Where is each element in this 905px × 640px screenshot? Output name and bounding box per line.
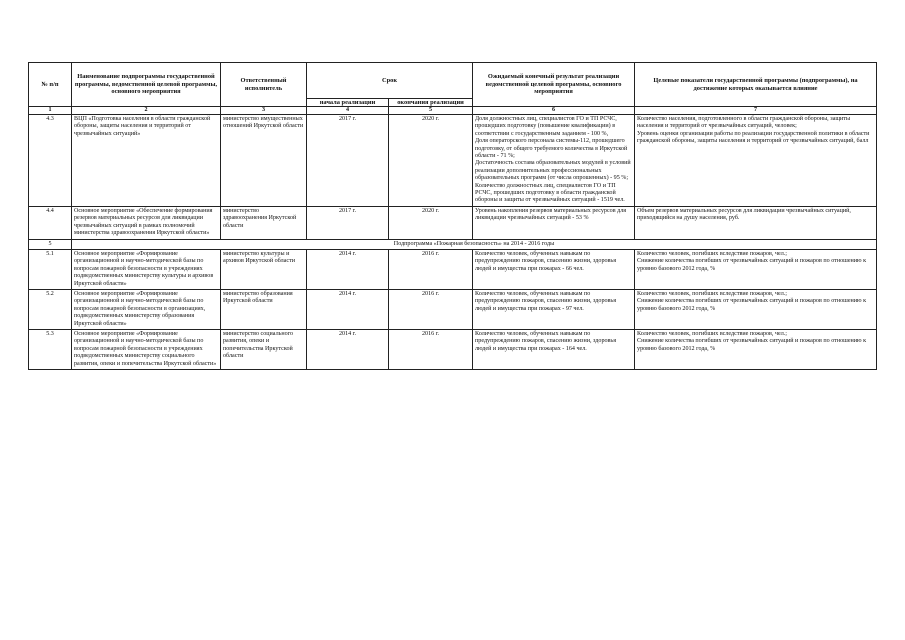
table-row bbox=[29, 249, 877, 289]
column-number: 5 bbox=[389, 107, 473, 115]
row-name: Основное мероприятие «Обеспечение формирования резервов материальных ресурсов для ликвидации чрезвычайных ситуаций в рамках полномочий министерства здравоохранения Иркутской области» bbox=[72, 206, 221, 239]
header-name: Наименование подпрограммы государственной программы, ведомственной целевой программы, основного мероприятия bbox=[72, 63, 221, 107]
row-result: Количество человек, обученных навыкам по предупреждению пожаров, спасению жизни, здоровья людей и имущества при пожарах - 66 чел. bbox=[473, 249, 635, 289]
row-targets: Количество человек, погибших вследствие пожаров, чел.; Снижение количества погибших от чрезвычайных ситуаций и пожаров по отношению к уровню базового 2012 года, % bbox=[635, 329, 877, 369]
row-result: Уровень накопления резервов материальных ресурсов для ликвидации чрезвычайных ситуаций - 53 % bbox=[473, 206, 635, 239]
row-end: 2016 г. bbox=[389, 249, 473, 289]
row-end: 2020 г. bbox=[389, 206, 473, 239]
column-number: 7 bbox=[635, 107, 877, 115]
row-number: 5.2 bbox=[29, 289, 72, 329]
row-start: 2017 г. bbox=[307, 115, 389, 207]
section-title: Подпрограмма «Пожарная безопасность» на 2014 - 2016 годы bbox=[72, 239, 877, 249]
section-row bbox=[29, 239, 877, 249]
row-result: Доля должностных лиц, специалистов ГО и ТП РСЧС, прошедших подготовку (повышение квалификации) в соответствии с государственным заданием - 100 %, Доля операторского персонала системы-112, прошедшего подготовку, от общего требуемого количества в Иркутской области - 71 %; Достаточность состава образовательных модулей в условий реализации дополнительных профессиональных образовательных программ (от числа опрошенных) - 95 %; Количество должностных лиц, специалистов ГО и ТП РСЧС, прошедших подготовку в области гражданской обороны и защиты от чрезвычайных ситуаций - 1519 чел. bbox=[473, 115, 635, 207]
row-start: 2017 г. bbox=[307, 206, 389, 239]
table-row bbox=[29, 289, 877, 329]
row-number: 5.1 bbox=[29, 249, 72, 289]
section-number: 5 bbox=[29, 239, 72, 249]
row-number: 4.3 bbox=[29, 115, 72, 207]
table-row bbox=[29, 206, 877, 239]
row-executor: министерство культуры и архивов Иркутской области bbox=[221, 249, 307, 289]
table-row bbox=[29, 329, 877, 369]
row-name: Основное мероприятие «Формирование организационной и научно-методической базы по вопросам пожарной безопасности в учреждениях подведомственных министерству социального развития, опеки и попечительства Иркутской области» bbox=[72, 329, 221, 369]
row-executor: министерство образования Иркутской области bbox=[221, 289, 307, 329]
program-table-page bbox=[28, 62, 877, 370]
row-end: 2016 г. bbox=[389, 329, 473, 369]
row-executor: министерство социального развития, опеки и попечительства Иркутской области bbox=[221, 329, 307, 369]
row-start: 2014 г. bbox=[307, 249, 389, 289]
header-executor: Ответственный исполнитель bbox=[221, 63, 307, 107]
row-name: Основное мероприятие «Формирование организационной и научно-методической базы по вопросам пожарной безопасности в учреждениях подведомственных министерству культуры и архивов Иркутской области» bbox=[72, 249, 221, 289]
column-number: 4 bbox=[307, 107, 389, 115]
row-number: 5.3 bbox=[29, 329, 72, 369]
header-end: окончания реализации bbox=[389, 99, 473, 107]
header-term: Срок bbox=[307, 63, 473, 99]
column-number: 6 bbox=[473, 107, 635, 115]
row-executor: министерство имущественных отношений Иркутской области bbox=[221, 115, 307, 207]
row-result: Количество человек, обученных навыкам по предупреждению пожаров, спасению жизни, здоровья людей и имущества при пожарах - 97 чел. bbox=[473, 289, 635, 329]
row-targets: Количество человек, погибших вследствие пожаров, чел.; Снижение количества погибших от чрезвычайных ситуаций и пожаров по отношению к уровню базового 2012 года, % bbox=[635, 249, 877, 289]
row-targets: Количество населения, подготовленного в области гражданской обороны, защиты населения и территорий от чрезвычайных ситуаций, человек; Уровень оценки организации работы по реализации государственной политики в области гражданской обороны, защиты населения и территорий от чрезвычайных ситуаций, балл bbox=[635, 115, 877, 207]
row-targets: Количество человек, погибших вследствие пожаров, чел.; Снижение количества погибших от чрезвычайных ситуаций и пожаров по отношению к уровню базового 2012 года, % bbox=[635, 289, 877, 329]
column-number-row bbox=[29, 107, 877, 115]
row-executor: министерство здравоохранения Иркутской области bbox=[221, 206, 307, 239]
row-number: 4.4 bbox=[29, 206, 72, 239]
header-row bbox=[29, 63, 877, 99]
header-targets: Целевые показатели государственной программы (подпрограммы), на достижение которых оказывается влияние bbox=[635, 63, 877, 107]
column-number: 1 bbox=[29, 107, 72, 115]
table-row bbox=[29, 115, 877, 207]
row-start: 2014 г. bbox=[307, 289, 389, 329]
row-name: Основное мероприятие «Формирование организационной и научно-методической базы по вопросам пожарной безопасности в организациях, подведомственных министерству образования Иркутской области» bbox=[72, 289, 221, 329]
header-number: № п/п bbox=[29, 63, 72, 107]
row-targets: Объем резервов материальных ресурсов для ликвидации чрезвычайных ситуаций, приходящийся на душу населения, руб. bbox=[635, 206, 877, 239]
row-end: 2020 г. bbox=[389, 115, 473, 207]
row-start: 2014 г. bbox=[307, 329, 389, 369]
column-number: 3 bbox=[221, 107, 307, 115]
program-table bbox=[28, 62, 877, 370]
row-name: ВЦП «Подготовка населения в области гражданской обороны, защиты населения и территорий от чрезвычайных ситуаций» bbox=[72, 115, 221, 207]
column-number: 2 bbox=[72, 107, 221, 115]
header-start: начала реализации bbox=[307, 99, 389, 107]
row-result: Количество человек, обученных навыкам по предупреждению пожаров, спасению жизни, здоровья людей и имущества при пожарах - 164 чел. bbox=[473, 329, 635, 369]
row-end: 2016 г. bbox=[389, 289, 473, 329]
header-result: Ожидаемый конечный результат реализации ведомственной целевой программы, основного мероприятия bbox=[473, 63, 635, 107]
